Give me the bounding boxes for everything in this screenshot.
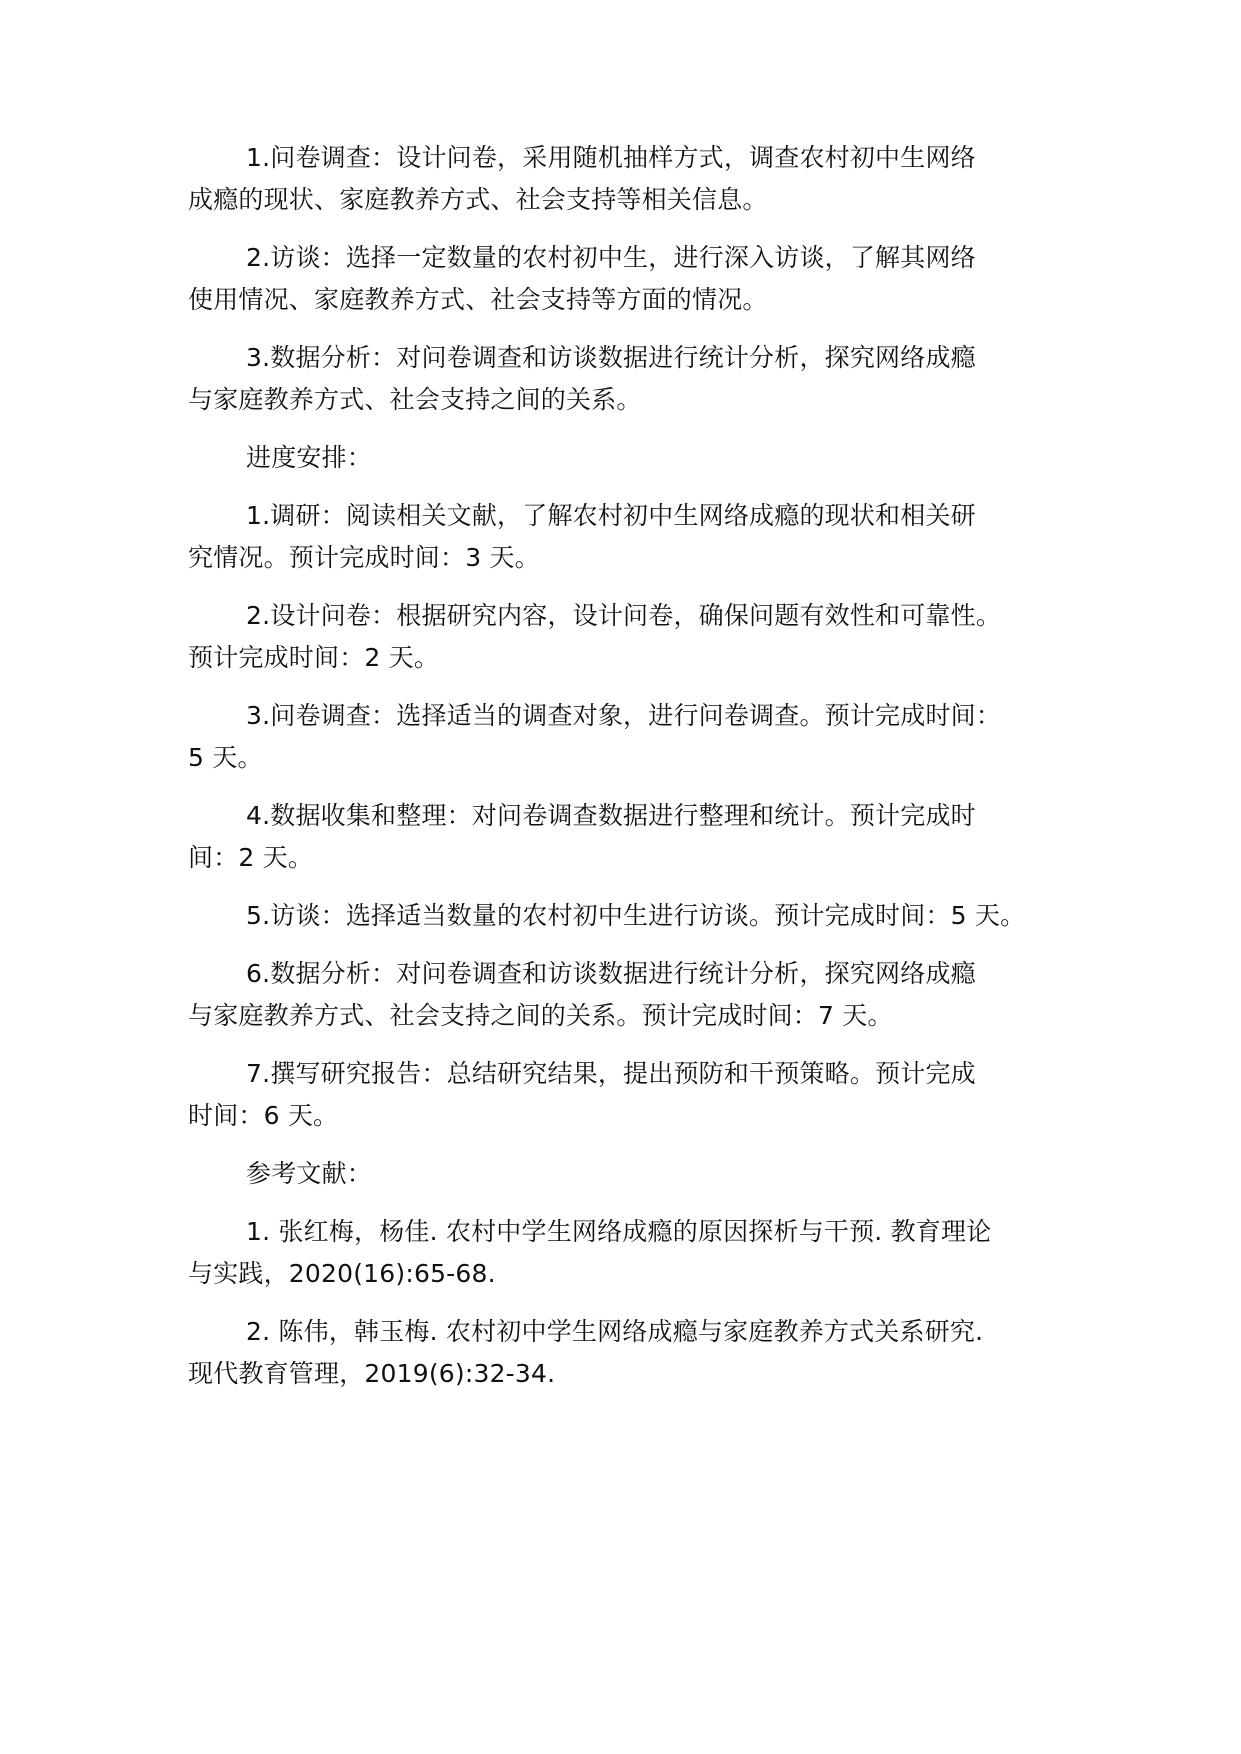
schedule-survey-line-2: 5 天。 — [188, 743, 263, 772]
schedule-report-line-1: 7.撰写研究报告：总结研究结果，提出预防和干预策略。预计完成 — [246, 1059, 976, 1088]
schedule-report-line-2: 时间：6 天。 — [188, 1101, 339, 1130]
schedule-research-line-2: 究情况。预计完成时间：3 天。 — [188, 543, 540, 572]
method-questionnaire-line-2: 成瘾的现状、家庭教养方式、社会支持等相关信息。 — [188, 185, 768, 214]
reference-2-line-1: 2. 陈伟，韩玉梅. 农村初中学生网络成瘾与家庭教养方式关系研究. — [246, 1317, 984, 1346]
reference-1-line-2: 与实践，2020(16):65-68. — [188, 1259, 496, 1288]
method-data-analysis-line-1: 3.数据分析：对问卷调查和访谈数据进行统计分析，探究网络成瘾 — [246, 343, 976, 372]
schedule-data-collection-line-2: 间：2 天。 — [188, 843, 314, 872]
method-interview-line-2: 使用情况、家庭教养方式、社会支持等方面的情况。 — [188, 285, 768, 314]
schedule-data-collection-line-1: 4.数据收集和整理：对问卷调查数据进行整理和统计。预计完成时 — [246, 801, 976, 830]
schedule-survey-line-1: 3.问卷调查：选择适当的调查对象，进行问卷调查。预计完成时间： — [246, 701, 1002, 730]
method-data-analysis-line-2: 与家庭教养方式、社会支持之间的关系。 — [188, 385, 642, 414]
schedule-data-analysis-line-1: 6.数据分析：对问卷调查和访谈数据进行统计分析，探究网络成瘾 — [246, 959, 976, 988]
schedule-design-questionnaire-line-1: 2.设计问卷：根据研究内容，设计问卷，确保问题有效性和可靠性。 — [246, 601, 1002, 630]
reference-1-line-1: 1. 张红梅，杨佳. 农村中学生网络成瘾的原因探析与干预. 教育理论 — [246, 1217, 992, 1246]
schedule-data-analysis-line-2: 与家庭教养方式、社会支持之间的关系。预计完成时间：7 天。 — [188, 1001, 893, 1030]
references-heading: 参考文献： — [246, 1159, 373, 1188]
reference-2-line-2: 现代教育管理，2019(6):32-34. — [188, 1359, 556, 1388]
schedule-design-questionnaire-line-2: 预计完成时间：2 天。 — [188, 643, 440, 672]
method-interview-line-1: 2.访谈：选择一定数量的农村初中生，进行深入访谈，了解其网络 — [246, 243, 976, 272]
schedule-research-line-1: 1.调研：阅读相关文献，了解农村初中生网络成瘾的现状和相关研 — [246, 501, 976, 530]
schedule-heading: 进度安排： — [246, 443, 373, 472]
schedule-interview-line-1: 5.访谈：选择适当数量的农村初中生进行访谈。预计完成时间：5 天。 — [246, 901, 1026, 930]
method-questionnaire-line-1: 1.问卷调查：设计问卷，采用随机抽样方式，调查农村初中生网络 — [246, 143, 976, 172]
